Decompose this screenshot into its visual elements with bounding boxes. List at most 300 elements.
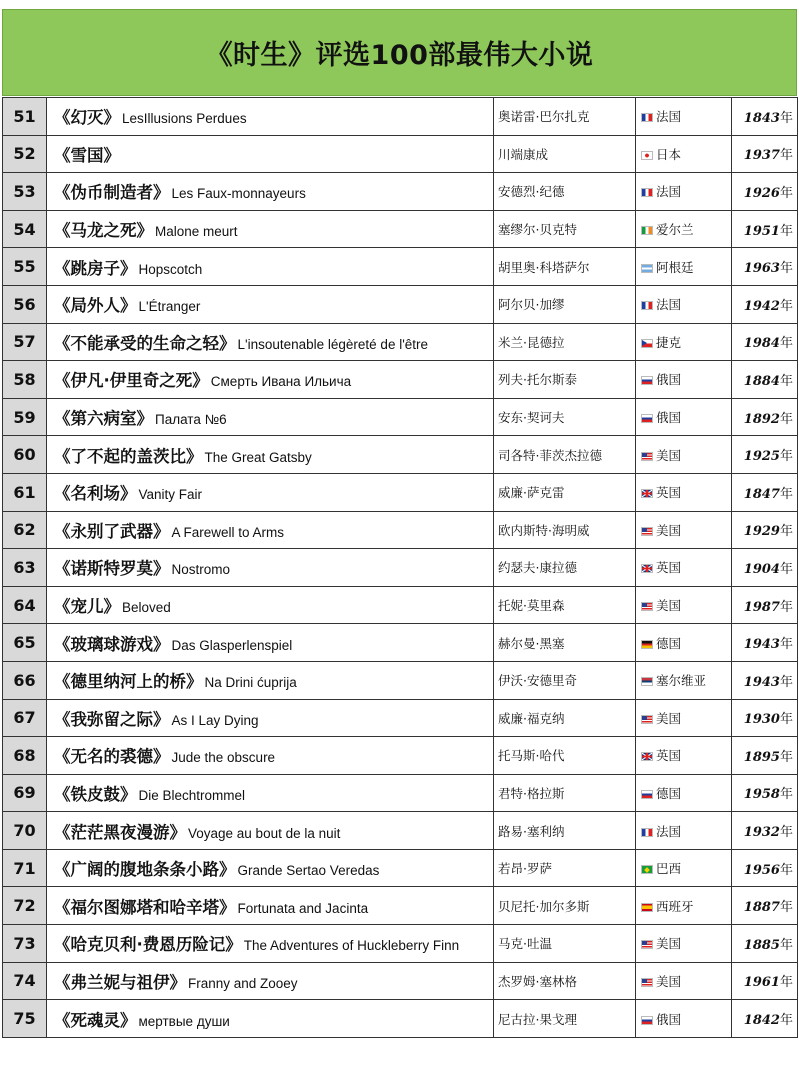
russia-flag-icon xyxy=(641,414,653,423)
country-cell xyxy=(636,98,732,136)
country-name: 美国 xyxy=(656,447,682,463)
year-suffix: 年 xyxy=(779,223,793,239)
book-title-chinese: 《弗兰妮与祖伊》 xyxy=(54,972,186,992)
book-title-original: L'Étranger xyxy=(138,299,201,315)
author-name: 赫尔曼·黑塞 xyxy=(494,624,636,662)
year-suffix: 年 xyxy=(779,712,793,728)
book-title xyxy=(47,812,494,850)
country-cell xyxy=(636,436,732,474)
rank-number: 53 xyxy=(3,173,47,211)
usa-flag-icon xyxy=(641,527,653,536)
usa-flag-icon xyxy=(641,715,653,724)
book-title-original: Палата №6 xyxy=(155,412,227,428)
novel-table-body xyxy=(3,98,798,1038)
uk-flag-icon xyxy=(641,489,653,498)
novel-table xyxy=(2,97,798,1038)
book-title xyxy=(47,511,494,549)
table-row xyxy=(3,774,798,812)
year-suffix: 年 xyxy=(779,148,793,164)
book-title xyxy=(47,398,494,436)
book-title-chinese: 《不能承受的生命之轻》 xyxy=(54,333,236,353)
table-row xyxy=(3,624,798,662)
book-title-chinese: 《德里纳河上的桥》 xyxy=(54,672,203,692)
publication-year xyxy=(732,135,798,173)
year-number: 1987 xyxy=(743,599,780,615)
usa-flag-icon xyxy=(641,978,653,987)
rank-number: 54 xyxy=(3,210,47,248)
book-title xyxy=(47,699,494,737)
country-cell xyxy=(636,173,732,211)
author-name: 阿尔贝·加缪 xyxy=(494,285,636,323)
year-number: 1942 xyxy=(743,298,780,314)
publication-year xyxy=(732,436,798,474)
year-number: 1892 xyxy=(743,411,780,427)
year-suffix: 年 xyxy=(779,261,793,277)
book-title xyxy=(47,549,494,587)
uk-flag-icon xyxy=(641,564,653,573)
spain-flag-icon xyxy=(641,903,653,912)
country-name: 塞尔维亚 xyxy=(656,673,707,689)
france-flag-icon xyxy=(641,188,653,197)
country-cell xyxy=(636,248,732,286)
year-number: 1963 xyxy=(743,261,780,277)
book-title xyxy=(47,323,494,361)
rank-number: 70 xyxy=(3,812,47,850)
country-cell xyxy=(636,699,732,737)
country-name: 英国 xyxy=(656,485,682,501)
country-name: 法国 xyxy=(656,297,682,313)
book-title-chinese: 《幻灭》 xyxy=(54,108,120,128)
table-row xyxy=(3,849,798,887)
rank-number: 73 xyxy=(3,925,47,963)
book-title xyxy=(47,436,494,474)
country-name: 俄国 xyxy=(656,1011,682,1027)
book-title-chinese: 《第六病室》 xyxy=(54,409,153,429)
year-number: 1904 xyxy=(743,561,780,577)
publication-year xyxy=(732,473,798,511)
page-header xyxy=(2,9,797,96)
france-flag-icon xyxy=(641,113,653,122)
russia-flag-icon xyxy=(641,1016,653,1025)
publication-year xyxy=(732,812,798,850)
country-name: 日本 xyxy=(656,146,682,162)
country-cell xyxy=(636,849,732,887)
publication-year xyxy=(732,887,798,925)
publication-year xyxy=(732,1000,798,1038)
country-cell xyxy=(636,323,732,361)
book-title-original: Beloved xyxy=(122,600,171,616)
publication-year xyxy=(732,361,798,399)
year-number: 1937 xyxy=(743,148,780,164)
publication-year xyxy=(732,549,798,587)
country-name: 美国 xyxy=(656,710,682,726)
country-name: 英国 xyxy=(656,560,682,576)
publication-year xyxy=(732,624,798,662)
country-name: 法国 xyxy=(656,184,682,200)
year-number: 1895 xyxy=(743,749,780,765)
table-row xyxy=(3,323,798,361)
year-number: 1884 xyxy=(743,373,780,389)
book-title-original: Hopscotch xyxy=(138,261,203,277)
france-flag-icon xyxy=(641,828,653,837)
author-name: 欧内斯特·海明威 xyxy=(494,511,636,549)
rank-number: 69 xyxy=(3,774,47,812)
year-suffix: 年 xyxy=(779,862,793,878)
publication-year xyxy=(732,699,798,737)
year-suffix: 年 xyxy=(779,524,793,540)
year-suffix: 年 xyxy=(779,787,793,803)
author-name: 君特·格拉斯 xyxy=(494,774,636,812)
germany-flag-icon xyxy=(641,640,653,649)
country-name: 德国 xyxy=(656,785,682,801)
book-title-original: Das Glasperlenspiel xyxy=(171,637,293,653)
rank-number: 72 xyxy=(3,887,47,925)
book-title-chinese: 《跳房子》 xyxy=(54,258,137,278)
author-name: 胡里奥·科塔萨尔 xyxy=(494,248,636,286)
book-title-chinese: 《玻璃球游戏》 xyxy=(54,634,170,654)
book-title-original: Na Drini ćuprija xyxy=(204,675,297,691)
year-number: 1932 xyxy=(743,825,780,841)
book-title-original: мертвые души xyxy=(138,1013,230,1029)
book-title xyxy=(47,774,494,812)
country-name: 巴西 xyxy=(656,861,682,877)
book-title xyxy=(47,586,494,624)
author-name: 马克·吐温 xyxy=(494,925,636,963)
table-row xyxy=(3,173,798,211)
table-row xyxy=(3,436,798,474)
year-suffix: 年 xyxy=(779,373,793,389)
year-suffix: 年 xyxy=(779,185,793,201)
book-title-original: Franny and Zooey xyxy=(188,975,298,991)
year-number: 1961 xyxy=(743,975,780,991)
rank-number: 58 xyxy=(3,361,47,399)
table-row xyxy=(3,887,798,925)
year-number: 1926 xyxy=(743,185,780,201)
book-title-original: Nostromo xyxy=(171,562,231,578)
year-number: 1929 xyxy=(743,524,780,540)
usa-flag-icon xyxy=(641,940,653,949)
book-title-chinese: 《死魂灵》 xyxy=(54,1010,137,1030)
book-title xyxy=(47,173,494,211)
book-title xyxy=(47,361,494,399)
book-title-chinese: 《了不起的盖茨比》 xyxy=(54,446,203,466)
book-title-original: Les Faux-monnayeurs xyxy=(171,186,306,202)
table-row xyxy=(3,285,798,323)
book-title-original: Смерть Ивана Ильича xyxy=(210,374,352,390)
book-title xyxy=(47,210,494,248)
year-suffix: 年 xyxy=(779,110,793,126)
table-row xyxy=(3,549,798,587)
table-row xyxy=(3,210,798,248)
france-flag-icon xyxy=(641,301,653,310)
book-title xyxy=(47,248,494,286)
author-name: 列夫·托尔斯泰 xyxy=(494,361,636,399)
book-title xyxy=(47,887,494,925)
russia-flag-icon xyxy=(641,790,653,799)
year-suffix: 年 xyxy=(779,749,793,765)
country-cell xyxy=(636,586,732,624)
author-name: 杰罗姆·塞林格 xyxy=(494,962,636,1000)
book-title-original: Voyage au bout de la nuit xyxy=(188,825,341,841)
book-title-chinese: 《永别了武器》 xyxy=(54,521,170,541)
country-cell xyxy=(636,1000,732,1038)
year-suffix: 年 xyxy=(779,825,793,841)
table-row xyxy=(3,586,798,624)
year-number: 1956 xyxy=(743,862,780,878)
country-cell xyxy=(636,661,732,699)
uk-flag-icon xyxy=(641,752,653,761)
year-suffix: 年 xyxy=(779,937,793,953)
publication-year xyxy=(732,323,798,361)
year-suffix: 年 xyxy=(779,411,793,427)
book-title-chinese: 《广阔的腹地条条小路》 xyxy=(54,860,236,880)
rank-number: 64 xyxy=(3,586,47,624)
publication-year xyxy=(732,774,798,812)
country-name: 爱尔兰 xyxy=(656,222,694,238)
rank-number: 71 xyxy=(3,849,47,887)
year-number: 1843 xyxy=(743,110,780,126)
author-name: 伊沃·安德里奇 xyxy=(494,661,636,699)
country-name: 美国 xyxy=(656,973,682,989)
usa-flag-icon xyxy=(641,452,653,461)
country-cell xyxy=(636,737,732,775)
author-name: 托妮·莫里森 xyxy=(494,586,636,624)
book-title xyxy=(47,624,494,662)
year-suffix: 年 xyxy=(779,486,793,502)
publication-year xyxy=(732,962,798,1000)
serbia-flag-icon xyxy=(641,677,653,686)
publication-year xyxy=(732,511,798,549)
book-title-chinese: 《名利场》 xyxy=(54,484,137,504)
author-name: 威廉·福克纳 xyxy=(494,699,636,737)
table-row xyxy=(3,248,798,286)
publication-year xyxy=(732,737,798,775)
country-cell xyxy=(636,473,732,511)
book-title-chinese: 《马龙之死》 xyxy=(54,221,153,241)
book-title-original: As I Lay Dying xyxy=(171,712,259,728)
year-number: 1943 xyxy=(743,674,780,690)
year-suffix: 年 xyxy=(779,449,793,465)
country-cell xyxy=(636,361,732,399)
page-title: 《时生》评选100部最伟大小说 xyxy=(205,40,594,71)
table-row xyxy=(3,1000,798,1038)
book-title-original: The Adventures of Huckleberry Finn xyxy=(243,938,460,954)
table-row xyxy=(3,398,798,436)
publication-year xyxy=(732,849,798,887)
table-row xyxy=(3,135,798,173)
author-name: 贝尼托·加尔多斯 xyxy=(494,887,636,925)
book-title-chinese: 《局外人》 xyxy=(54,296,137,316)
country-cell xyxy=(636,398,732,436)
rank-number: 60 xyxy=(3,436,47,474)
book-title-chinese: 《我弥留之际》 xyxy=(54,709,170,729)
table-row xyxy=(3,98,798,136)
author-name: 米兰·昆德拉 xyxy=(494,323,636,361)
country-cell xyxy=(636,962,732,1000)
book-title-chinese: 《宠儿》 xyxy=(54,597,120,617)
country-name: 捷克 xyxy=(656,334,682,350)
book-title-chinese: 《无名的裘德》 xyxy=(54,747,170,767)
country-name: 美国 xyxy=(656,522,682,538)
year-suffix: 年 xyxy=(779,900,793,916)
author-name: 若昂·罗萨 xyxy=(494,849,636,887)
czech-flag-icon xyxy=(641,339,653,348)
publication-year xyxy=(732,98,798,136)
country-name: 法国 xyxy=(656,109,682,125)
book-title-chinese: 《伪币制造者》 xyxy=(54,183,170,203)
country-name: 西班牙 xyxy=(656,898,694,914)
rank-number: 61 xyxy=(3,473,47,511)
rank-number: 67 xyxy=(3,699,47,737)
year-number: 1958 xyxy=(743,787,780,803)
year-suffix: 年 xyxy=(779,637,793,653)
author-name: 约瑟夫·康拉德 xyxy=(494,549,636,587)
country-name: 法国 xyxy=(656,823,682,839)
author-name: 安东·契诃夫 xyxy=(494,398,636,436)
year-suffix: 年 xyxy=(779,674,793,690)
author-name: 威廉·萨克雷 xyxy=(494,473,636,511)
publication-year xyxy=(732,248,798,286)
country-name: 俄国 xyxy=(656,372,682,388)
year-number: 1930 xyxy=(743,712,780,728)
author-name: 尼古拉·果戈理 xyxy=(494,1000,636,1038)
rank-number: 66 xyxy=(3,661,47,699)
year-suffix: 年 xyxy=(779,1013,793,1029)
book-title-chinese: 《诺斯特罗莫》 xyxy=(54,559,170,579)
country-cell xyxy=(636,887,732,925)
publication-year xyxy=(732,173,798,211)
publication-year xyxy=(732,398,798,436)
publication-year xyxy=(732,586,798,624)
rank-number: 55 xyxy=(3,248,47,286)
rank-number: 65 xyxy=(3,624,47,662)
author-name: 川端康成 xyxy=(494,135,636,173)
book-title xyxy=(47,962,494,1000)
table-row xyxy=(3,473,798,511)
year-suffix: 年 xyxy=(779,561,793,577)
country-name: 阿根廷 xyxy=(656,259,694,275)
book-title-chinese: 《福尔图娜塔和哈辛塔》 xyxy=(54,897,236,917)
country-name: 俄国 xyxy=(656,410,682,426)
book-title-chinese: 《哈克贝利·费恩历险记》 xyxy=(54,935,242,955)
book-title-chinese: 《雪国》 xyxy=(54,145,120,165)
table-row xyxy=(3,661,798,699)
country-cell xyxy=(636,549,732,587)
year-suffix: 年 xyxy=(779,599,793,615)
japan-flag-icon xyxy=(641,151,653,160)
book-title xyxy=(47,473,494,511)
rank-number: 75 xyxy=(3,1000,47,1038)
author-name: 司各特·菲茨杰拉德 xyxy=(494,436,636,474)
country-cell xyxy=(636,210,732,248)
table-row xyxy=(3,511,798,549)
russia-flag-icon xyxy=(641,376,653,385)
rank-number: 62 xyxy=(3,511,47,549)
rank-number: 52 xyxy=(3,135,47,173)
table-row xyxy=(3,925,798,963)
usa-flag-icon xyxy=(641,602,653,611)
book-title-chinese: 《铁皮鼓》 xyxy=(54,784,137,804)
book-title xyxy=(47,98,494,136)
argentina-flag-icon xyxy=(641,264,653,273)
year-number: 1885 xyxy=(743,937,780,953)
book-title xyxy=(47,135,494,173)
book-title-original: Jude the obscure xyxy=(171,750,276,766)
publication-year xyxy=(732,210,798,248)
brazil-flag-icon xyxy=(641,865,653,874)
year-number: 1951 xyxy=(743,223,780,239)
book-title xyxy=(47,661,494,699)
publication-year xyxy=(732,285,798,323)
country-cell xyxy=(636,925,732,963)
book-title-original: LesIllusions Perdues xyxy=(122,111,247,127)
country-cell xyxy=(636,624,732,662)
author-name: 路易·塞利纳 xyxy=(494,812,636,850)
year-number: 1847 xyxy=(743,486,780,502)
book-title-original: Fortunata and Jacinta xyxy=(237,900,369,916)
country-cell xyxy=(636,511,732,549)
book-title xyxy=(47,285,494,323)
rank-number: 68 xyxy=(3,737,47,775)
author-name: 安德烈·纪德 xyxy=(494,173,636,211)
country-name: 美国 xyxy=(656,936,682,952)
book-title-original: Vanity Fair xyxy=(138,487,203,503)
book-title-original: L'insoutenable légèreté de l'être xyxy=(237,336,429,352)
year-number: 1984 xyxy=(743,336,780,352)
rank-number: 63 xyxy=(3,549,47,587)
author-name: 托马斯·哈代 xyxy=(494,737,636,775)
table-row xyxy=(3,812,798,850)
table-row xyxy=(3,361,798,399)
author-name: 奥诺雷·巴尔扎克 xyxy=(494,98,636,136)
rank-number: 56 xyxy=(3,285,47,323)
year-suffix: 年 xyxy=(779,298,793,314)
publication-year xyxy=(732,925,798,963)
country-name: 英国 xyxy=(656,748,682,764)
table-row xyxy=(3,699,798,737)
rank-number: 51 xyxy=(3,98,47,136)
year-suffix: 年 xyxy=(779,336,793,352)
book-title-chinese: 《伊凡·伊里奇之死》 xyxy=(54,371,209,391)
year-suffix: 年 xyxy=(779,975,793,991)
country-cell xyxy=(636,285,732,323)
year-number: 1887 xyxy=(743,900,780,916)
book-title-original: Malone meurt xyxy=(155,224,238,240)
book-title xyxy=(47,925,494,963)
book-title-original: Die Blechtrommel xyxy=(138,787,246,803)
book-title-original: Grande Sertao Veredas xyxy=(237,863,380,879)
book-title xyxy=(47,1000,494,1038)
table-row xyxy=(3,737,798,775)
rank-number: 57 xyxy=(3,323,47,361)
book-title xyxy=(47,849,494,887)
country-name: 美国 xyxy=(656,598,682,614)
rank-number: 59 xyxy=(3,398,47,436)
table-row xyxy=(3,962,798,1000)
author-name: 塞缪尔·贝克特 xyxy=(494,210,636,248)
book-title-chinese: 《茫茫黑夜漫游》 xyxy=(54,822,186,842)
book-title xyxy=(47,737,494,775)
ireland-flag-icon xyxy=(641,226,653,235)
book-title-original: A Farewell to Arms xyxy=(171,524,285,540)
country-cell xyxy=(636,812,732,850)
book-title-original: The Great Gatsby xyxy=(204,449,312,465)
country-name: 德国 xyxy=(656,635,682,651)
year-number: 1943 xyxy=(743,637,780,653)
country-cell xyxy=(636,774,732,812)
country-cell xyxy=(636,135,732,173)
year-number: 1925 xyxy=(743,449,780,465)
